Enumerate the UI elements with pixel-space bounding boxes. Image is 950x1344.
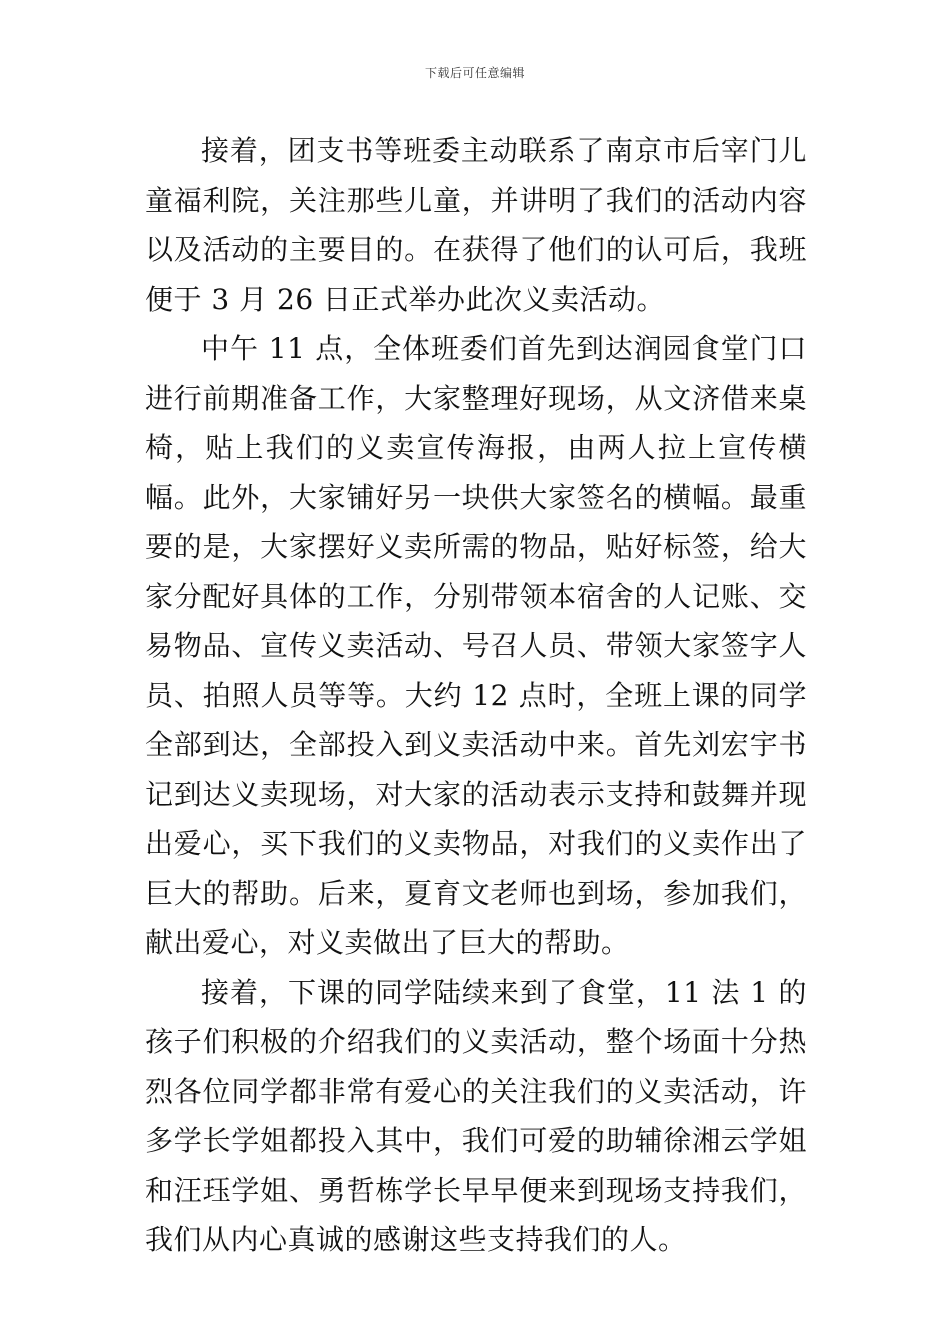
paragraph-students-arrive: 接着，下课的同学陆续来到了食堂，11 法 1 的孩子们积极的介绍我们的义卖活动，整个场面十分热烈各位同学都非常有爱心的关注我们的义卖活动，许多学长学姐都投入其中，我们可爱的助辅徐湘云学姐和汪珏学姐、勇哲栋学长早早便来到现场支持我们，我们从内心真诚的感谢这些支持我们的人。 <box>145 975 807 1256</box>
paragraph-contact-orphanage: 接着，团支书等班委主动联系了南京市后宰门儿童福利院，关注那些儿童，并讲明了我们的活动内容以及活动的主要目的。在获得了他们的认可后，我班便于 3 月 26 日正式举办此次义卖活动。 <box>145 134 807 316</box>
document-body <box>145 126 807 1265</box>
page-header-note: 下载后可任意编辑 <box>424 66 525 80</box>
paragraph-noon-preparation: 中午 11 点，全体班委们首先到达润园食堂门口进行前期准备工作，大家整理好现场，从文济借来桌椅，贴上我们的义卖宣传海报，由两人拉上宣传横幅。此外，大家铺好另一块供大家签名的横幅。最重要的是，大家摆好义卖所需的物品，贴好标签，给大家分配好具体的工作，分别带领本宿舍的人记账、交易物品、宣传义卖活动、号召人员、带领大家签字人员、拍照人员等等。大约 12 点时，全班上课的同学全部到达，全部投入到义卖活动中来。首先刘宏宇书记到达义卖现场，对大家的活动表示支持和鼓舞并现出爱心，买下我们的义卖物品，对我们的义卖作出了巨大的帮助。后来，夏育文老师也到场，参加我们，献出爱心，对义卖做出了巨大的帮助。 <box>145 332 807 959</box>
